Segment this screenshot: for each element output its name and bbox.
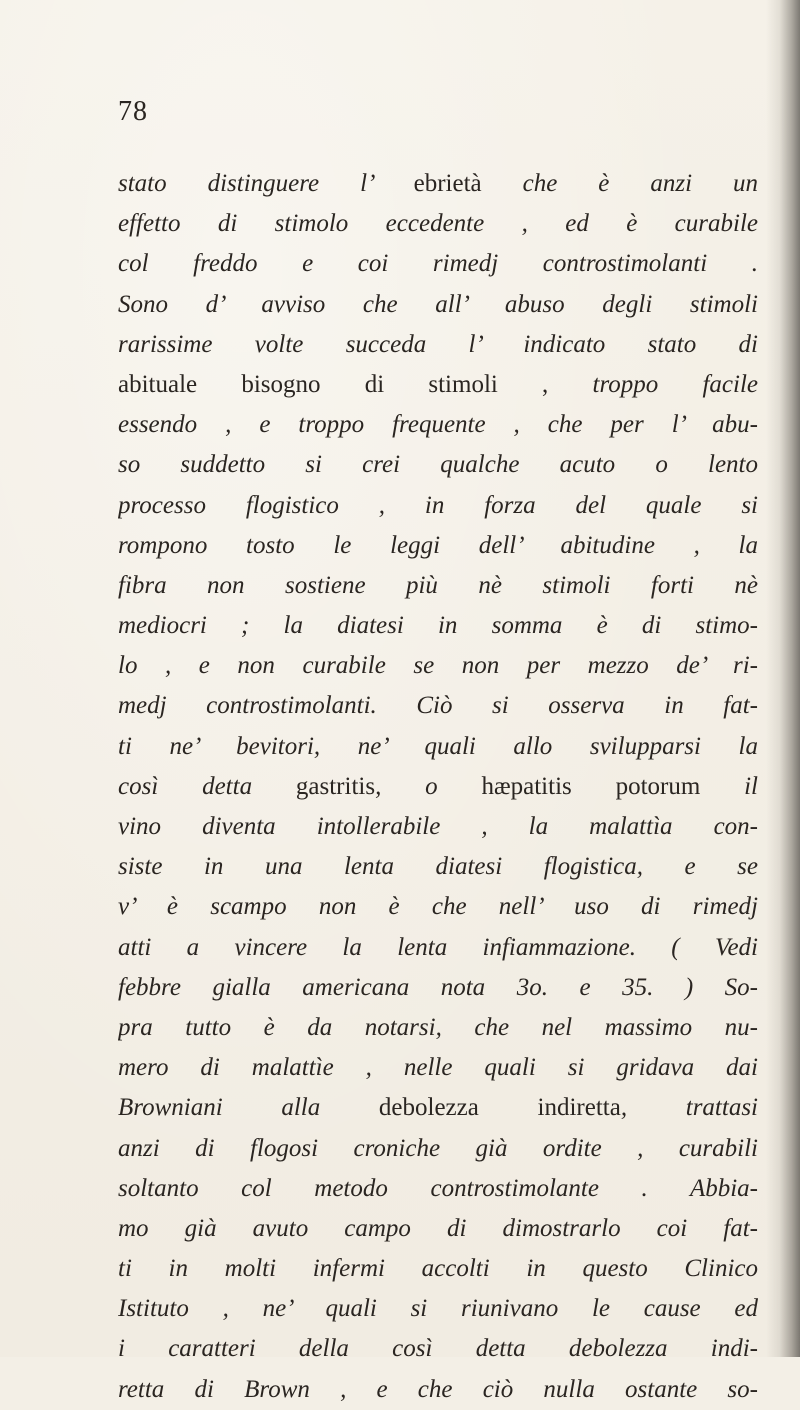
text-line bbox=[118, 1329, 758, 1369]
text-line bbox=[118, 164, 758, 204]
text-line bbox=[118, 968, 758, 1008]
text-segment: mediocri ; la diatesi in somma è di stimo- bbox=[118, 612, 758, 640]
text-line bbox=[118, 405, 758, 445]
text-line bbox=[118, 1249, 758, 1289]
text-segment: così detta bbox=[118, 772, 296, 800]
text-line bbox=[118, 1370, 758, 1410]
text-line bbox=[118, 1209, 758, 1249]
text-segment: mo già avuto campo di dimostrarlo coi fat- bbox=[118, 1214, 758, 1242]
text-segment: debolezza indiretta bbox=[378, 1094, 621, 1122]
text-segment: rarissime volte succeda l’ indicato stato di bbox=[118, 330, 758, 358]
text-line bbox=[118, 646, 758, 686]
text-segment: ebrietà bbox=[413, 170, 482, 197]
text-segment: che è anzi un bbox=[481, 170, 758, 197]
text-segment: col freddo e coi rimedj controstimolanti . bbox=[118, 250, 758, 278]
text-line bbox=[118, 365, 758, 405]
text-line bbox=[118, 887, 758, 927]
text-segment: , trattasi bbox=[620, 1094, 758, 1122]
text-line bbox=[118, 1008, 758, 1048]
text-segment: ti in molti infermi accolti in questo Clinico bbox=[118, 1255, 758, 1283]
text-line bbox=[118, 1169, 758, 1209]
text-line bbox=[118, 686, 758, 726]
text-line bbox=[118, 727, 758, 767]
text-segment: abituale bisogno di stimoli , bbox=[118, 370, 593, 398]
text-line bbox=[118, 928, 758, 968]
text-line bbox=[118, 566, 758, 606]
text-segment: essendo , e troppo frequente , che per l’ abu- bbox=[118, 411, 758, 439]
text-line bbox=[118, 767, 758, 807]
text-segment: soltanto col metodo controstimolante . Abbia- bbox=[118, 1174, 758, 1202]
text-segment: processo flogistico , in forza del quale si bbox=[118, 491, 758, 519]
text-segment: febbre gialla americana nota 3o. e 35. ) So- bbox=[118, 973, 758, 1001]
text-segment: siste in una lenta diatesi flogistica, e se bbox=[118, 853, 758, 881]
text-segment: troppo facile bbox=[592, 370, 758, 398]
page-number: 78 bbox=[118, 96, 148, 127]
text-segment: il bbox=[700, 772, 758, 800]
text-segment: so suddetto si crei qualche acuto o lento bbox=[118, 451, 758, 479]
text-segment: Browniani alla bbox=[118, 1094, 379, 1122]
text-segment: medj controstimolanti. Ciò si osserva in fat- bbox=[118, 692, 758, 720]
text-line bbox=[118, 606, 758, 646]
text-line bbox=[118, 1129, 758, 1169]
text-segment: v’ è scampo non è che nell’ uso di rimedj bbox=[118, 893, 758, 921]
text-segment: atti a vincere la lenta infiammazione. ( Vedi bbox=[118, 933, 758, 961]
text-segment: lo , e non curabile se non per mezzo de’ ri- bbox=[118, 652, 758, 680]
text-segment: rompono tosto le leggi dell’ abitudine , la bbox=[118, 531, 758, 559]
text-line bbox=[118, 445, 758, 485]
text-line bbox=[118, 486, 758, 526]
text-segment: anzi di flogosi croniche già ordite , curabili bbox=[118, 1134, 758, 1162]
text-segment: hæpatitis potorum bbox=[481, 772, 701, 800]
text-segment: effetto di stimolo eccedente , ed è curabile bbox=[118, 210, 758, 238]
text-segment: vino diventa intollerabile , la malattìa con- bbox=[118, 813, 758, 840]
text-segment: gastritis bbox=[295, 772, 376, 800]
text-line bbox=[118, 526, 758, 566]
text-line bbox=[118, 847, 758, 887]
text-segment: , o bbox=[375, 772, 482, 800]
text-line bbox=[118, 807, 758, 847]
text-line bbox=[118, 1289, 758, 1329]
text-segment: ti ne’ bevitori, ne’ quali allo svilupparsi la bbox=[118, 732, 758, 760]
text-line bbox=[118, 1048, 758, 1088]
text-segment: retta di Brown , e che ciò nulla ostante so- bbox=[118, 1375, 758, 1403]
text-line bbox=[118, 1088, 758, 1128]
text-segment: mero di malattìe , nelle quali si gridava dai bbox=[118, 1054, 758, 1082]
text-line bbox=[118, 204, 758, 244]
page-edge-shadow bbox=[766, 0, 800, 1357]
text-segment: fibra non sostiene più nè stimoli forti nè bbox=[118, 571, 758, 599]
text-segment: Istituto , ne’ quali si riunivano le cause ed bbox=[118, 1295, 758, 1323]
text-segment: pra tutto è da notarsi, che nel massimo nu- bbox=[118, 1013, 758, 1041]
text-segment: Sono d’ avviso che all’ abuso degli stimoli bbox=[118, 290, 758, 318]
text-segment: i caratteri della così detta debolezza indi- bbox=[118, 1335, 758, 1363]
text-line bbox=[118, 244, 758, 284]
body-text bbox=[118, 164, 758, 1410]
text-line bbox=[118, 285, 758, 325]
text-segment: stato distinguere l’ bbox=[118, 170, 414, 197]
text-line bbox=[118, 325, 758, 365]
